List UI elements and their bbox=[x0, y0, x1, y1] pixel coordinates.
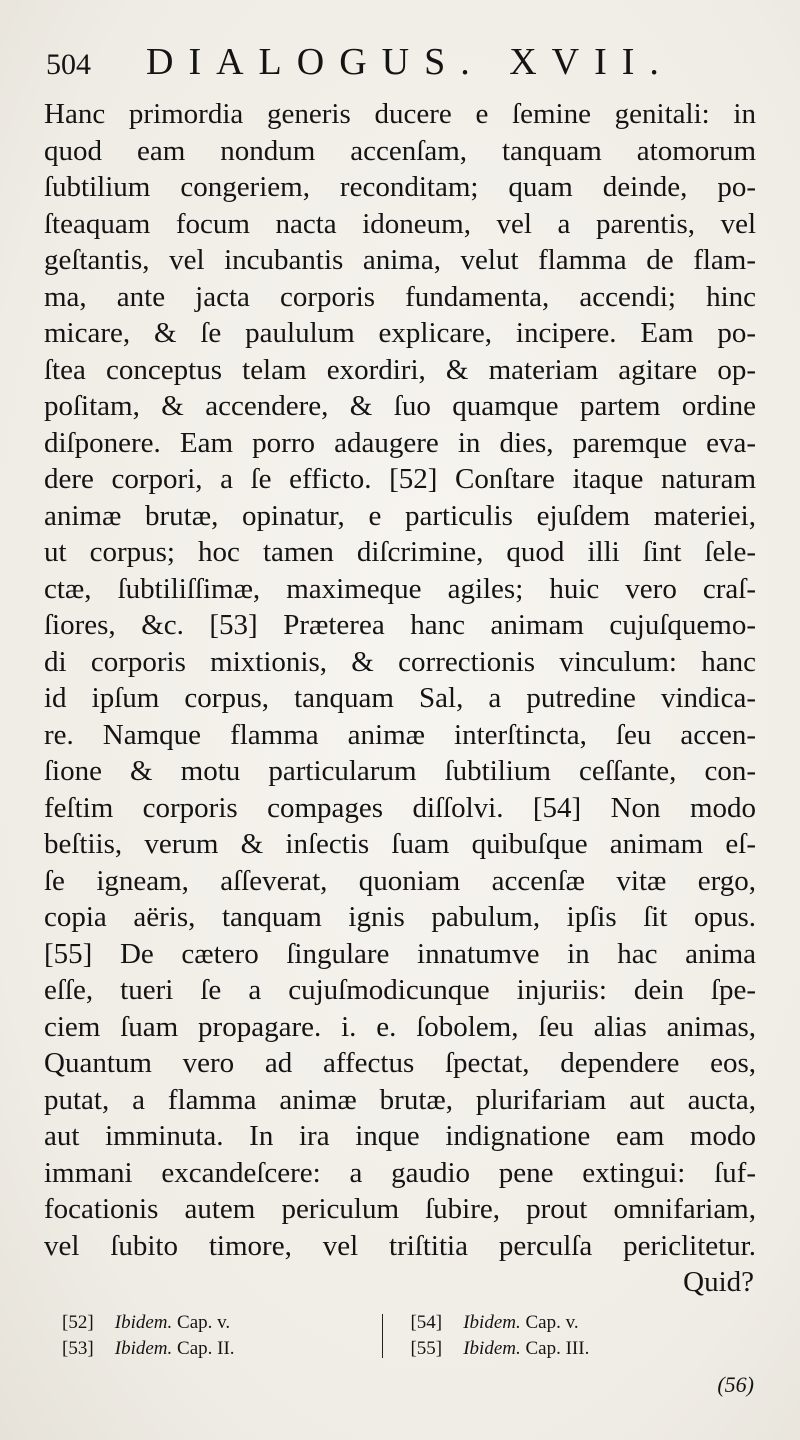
footnote-mark: [54] bbox=[410, 1312, 443, 1333]
footnotes-left-column bbox=[62, 1310, 374, 1362]
footnote-source: Ibidem. bbox=[114, 1312, 173, 1333]
text-line: ut corpus; hoc tamen diſcrimine, quod illi ſint ſele- bbox=[44, 536, 756, 568]
text-line: [55] De cætero ſingulare innatumve in hac anima bbox=[44, 937, 756, 970]
footnote bbox=[410, 1336, 722, 1362]
text-line: eſſe, tueri ſe a cujuſmodicunque injuriis: dein ſpe- bbox=[44, 974, 756, 1006]
text-line: beſtiis, verum & inſectis ſuam quibuſque animam eſ- bbox=[44, 828, 756, 860]
catchword: Quid? bbox=[683, 1266, 754, 1298]
text-line: animæ brutæ, opinatur, e particulis ejuſdem materiei, bbox=[44, 499, 756, 532]
footnote bbox=[62, 1310, 374, 1336]
page-header bbox=[46, 40, 756, 92]
text-line: id ipſum corpus, tanquam Sal, a putredine vindica- bbox=[44, 682, 756, 714]
footnote-ref: Cap. v. bbox=[177, 1312, 231, 1333]
text-line: immani excandeſcere: a gaudio pene extingui: ſuf- bbox=[44, 1156, 756, 1189]
footnote-mark: [52] bbox=[62, 1312, 94, 1333]
text-line: ſteaquam focum nacta idoneum, vel a parentis, vel bbox=[44, 207, 756, 240]
text-line: dere corpori, a ſe effictо. [52] Conſtare itaque naturam bbox=[44, 463, 756, 495]
footnote-source: Ibidem. bbox=[463, 1338, 521, 1359]
footnote bbox=[410, 1310, 722, 1336]
text-line: diſponere. Eam porro adaugere in dies, paremque eva- bbox=[44, 426, 756, 459]
running-head: DIALOGUS. XVII. bbox=[146, 41, 674, 83]
text-line: geſtantis, vel incubantis anima, velut flamma de flam- bbox=[44, 244, 756, 276]
text-line: vel ſubito timore, vel triſtitia perculſa periclitetur. bbox=[44, 1229, 756, 1262]
footnotes bbox=[62, 1310, 722, 1362]
text-line: re. Namque flamma animæ interſtincta, ſeu accen- bbox=[44, 718, 756, 751]
text-line: ciem ſuam propagare. i. e. ſobolem, ſeu alias animas, bbox=[44, 1010, 756, 1043]
text-line: ſe igneam, aſſeverat, quoniam accenſæ vitæ ergo, bbox=[44, 864, 756, 897]
text-line: Quantum vero ad affectus ſpectat, dependere eos, bbox=[44, 1047, 756, 1079]
text-line: ſtea conceptus telam exordiri, & materiam agitare op- bbox=[44, 353, 756, 386]
footnote-ref: Cap. III. bbox=[525, 1338, 590, 1359]
text-line: poſitam, & accendere, & ſuo quamque partem ordine bbox=[44, 390, 756, 422]
footnote-source: Ibidem. bbox=[463, 1312, 521, 1333]
footnote-source: Ibidem. bbox=[114, 1338, 173, 1359]
footnotes-right-column bbox=[410, 1310, 722, 1362]
text-line: ſiores, &c. [53] Præterea hanc animam cujuſquemo- bbox=[44, 609, 756, 641]
text-line: micare, & ſe paululum explicare, incipere. Eam po- bbox=[44, 317, 756, 349]
footnote-mark: [55] bbox=[410, 1338, 443, 1359]
footnote-divider bbox=[382, 1314, 383, 1358]
text-line: feſtim corporis compages diſſolvi. [54] Non modo bbox=[44, 791, 756, 824]
text-line: putat, a flamma animæ brutæ, plurifariam aut aucta, bbox=[44, 1083, 756, 1116]
signature-mark: (56) bbox=[717, 1372, 754, 1397]
text-line: aut imminuta. In ira inque indignatione eam modo bbox=[44, 1120, 756, 1152]
text-line: quod eam nondum accenſam, tanquam atomorum bbox=[44, 134, 756, 167]
text-line: ma, ante jacta corporis fundamenta, accendi; hinc bbox=[44, 280, 756, 313]
text-line: ſubtilium congeriem, reconditam; quam deinde, po- bbox=[44, 171, 756, 203]
text-line: ctæ, ſubtiliſſimæ, maximeque agiles; huic vero craſ- bbox=[44, 572, 756, 605]
footnote-mark: [53] bbox=[62, 1338, 94, 1359]
footnote bbox=[62, 1336, 374, 1362]
footnote-ref: Cap. v. bbox=[525, 1312, 579, 1333]
page-number: 504 bbox=[46, 48, 91, 81]
text-line: di corporis mixtionis, & correctionis vinculum: hanc bbox=[44, 645, 756, 678]
text-line: Hanc primordia generis ducere e ſemine genitali: in bbox=[44, 98, 756, 130]
text-line: focationis autem periculum ſubire, prout omnifariam, bbox=[44, 1193, 756, 1225]
text-line: copia aëris, tanquam ignis pabulum, ipſis ſit opus. bbox=[44, 901, 756, 933]
body-text bbox=[44, 96, 756, 1264]
footnote-ref: Cap. II. bbox=[177, 1338, 235, 1359]
text-line: ſione & motu particularum ſubtilium ceſſante, con- bbox=[44, 755, 756, 787]
